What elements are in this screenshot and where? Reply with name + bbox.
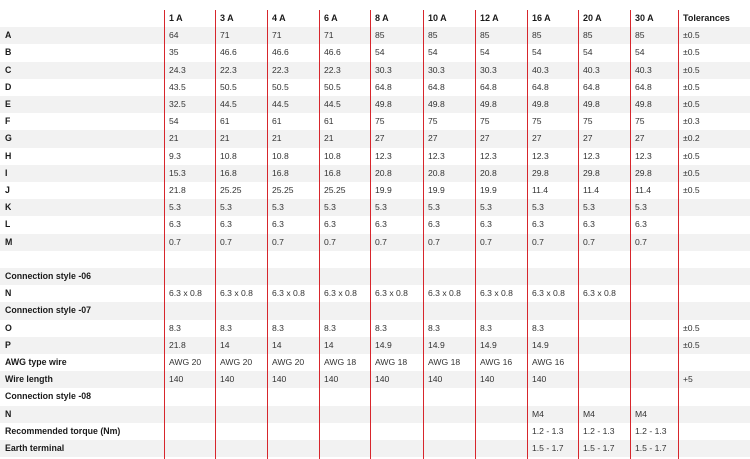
table-cell: 54 bbox=[532, 47, 542, 58]
table-cell: AWG 20 bbox=[220, 357, 253, 367]
column-divider bbox=[578, 10, 579, 459]
table-cell: 54 bbox=[635, 47, 645, 58]
table-row bbox=[0, 44, 750, 61]
table-cell: 8.3 bbox=[480, 322, 492, 333]
table-cell: 9.3 bbox=[169, 150, 181, 161]
table-cell: 71 bbox=[272, 30, 282, 41]
table-cell: 49.8 bbox=[532, 99, 549, 109]
table-row bbox=[0, 130, 750, 147]
row-label: C bbox=[5, 64, 12, 75]
table-cell: 25.25 bbox=[272, 185, 294, 195]
table-row bbox=[0, 268, 750, 285]
table-cell: 71 bbox=[324, 30, 334, 41]
table-row bbox=[0, 165, 750, 182]
table-cell: 64.8 bbox=[375, 81, 392, 92]
table-cell: 75 bbox=[532, 116, 542, 127]
column-divider bbox=[319, 10, 320, 459]
table-cell: 8.3 bbox=[272, 322, 284, 333]
table-cell: 20.8 bbox=[375, 167, 392, 178]
row-label: I bbox=[5, 167, 8, 178]
table-cell: 6.3 x 0.8 bbox=[220, 288, 253, 299]
table-cell: 49.8 bbox=[428, 99, 445, 109]
table-cell: 46.6 bbox=[324, 47, 341, 58]
column-divider bbox=[678, 10, 679, 459]
table-cell: 64.8 bbox=[583, 81, 600, 92]
table-row bbox=[0, 199, 750, 216]
row-label: O bbox=[5, 322, 12, 333]
row-label: Connection style -06 bbox=[5, 271, 92, 281]
table-row bbox=[0, 285, 750, 302]
row-label: AWG type wire bbox=[5, 357, 67, 367]
table-cell: 49.8 bbox=[480, 99, 497, 109]
column-divider bbox=[370, 10, 371, 459]
table-cell: 5.3 bbox=[169, 202, 181, 213]
row-label: B bbox=[5, 47, 12, 58]
table-cell: 22.3 bbox=[324, 64, 341, 75]
table-cell: 10.8 bbox=[220, 150, 237, 161]
table-cell: +5 bbox=[683, 374, 693, 385]
table-cell: 140 bbox=[480, 374, 495, 385]
table-cell: ±0.5 bbox=[683, 81, 700, 92]
table-cell: ±0.5 bbox=[683, 339, 700, 350]
table-cell: 85 bbox=[428, 30, 438, 41]
table-cell: 5.3 bbox=[375, 202, 387, 213]
table-cell: 14 bbox=[272, 339, 282, 350]
table-row bbox=[0, 113, 750, 130]
table-cell: 75 bbox=[635, 116, 645, 127]
row-label: Earth terminal bbox=[5, 443, 65, 453]
table-cell: 6.3 x 0.8 bbox=[480, 288, 513, 299]
column-header: 12 A bbox=[480, 13, 499, 23]
row-label: K bbox=[5, 202, 12, 213]
table-cell: 61 bbox=[324, 116, 334, 127]
table-cell: 0.7 bbox=[169, 236, 181, 247]
table-cell: 25.25 bbox=[220, 185, 242, 195]
table-row bbox=[0, 320, 750, 337]
table-cell: 0.7 bbox=[220, 236, 232, 247]
table-cell: 140 bbox=[532, 374, 547, 385]
table-cell: 11.4 bbox=[635, 185, 652, 195]
column-header: Tolerances bbox=[683, 13, 730, 23]
table-cell: 140 bbox=[375, 374, 390, 385]
table-cell: 50.5 bbox=[272, 81, 289, 92]
table-cell: 140 bbox=[220, 374, 235, 385]
table-cell: AWG 20 bbox=[272, 357, 305, 367]
table-cell: 85 bbox=[375, 30, 385, 41]
table-cell: 8.3 bbox=[169, 322, 181, 333]
table-cell: 29.8 bbox=[532, 167, 549, 178]
table-cell: 8.3 bbox=[375, 322, 387, 333]
column-header: 1 A bbox=[169, 13, 183, 23]
table-cell: 6.3 bbox=[635, 219, 647, 230]
table-cell: 6.3 bbox=[272, 219, 284, 230]
table-cell: 32.5 bbox=[169, 99, 186, 109]
row-label: M bbox=[5, 236, 13, 247]
table-cell: 64.8 bbox=[480, 81, 497, 92]
table-cell: 140 bbox=[428, 374, 443, 385]
table-cell: 6.3 bbox=[583, 219, 595, 230]
table-cell: 44.5 bbox=[324, 99, 341, 109]
table-cell: 40.3 bbox=[532, 64, 549, 75]
table-row bbox=[0, 302, 750, 319]
table-cell: 1.2 - 1.3 bbox=[635, 425, 667, 436]
table-cell: 16.8 bbox=[324, 167, 341, 178]
table-cell: 30.3 bbox=[480, 64, 497, 75]
column-divider bbox=[475, 10, 476, 459]
table-cell: 0.7 bbox=[324, 236, 336, 247]
row-label: Recommended torque (Nm) bbox=[5, 425, 121, 436]
table-row bbox=[0, 79, 750, 96]
table-cell: 85 bbox=[480, 30, 490, 41]
table-row bbox=[0, 62, 750, 79]
table-cell: 27 bbox=[480, 133, 490, 144]
row-label: L bbox=[5, 219, 11, 230]
table-cell: 54 bbox=[169, 116, 179, 127]
table-row bbox=[0, 182, 750, 199]
table-cell: 46.6 bbox=[220, 47, 237, 58]
table-cell: 54 bbox=[428, 47, 438, 58]
table-cell: 50.5 bbox=[324, 81, 341, 92]
table-cell: 25.25 bbox=[324, 185, 346, 195]
row-label: N bbox=[5, 408, 12, 419]
table-cell: 0.7 bbox=[583, 236, 595, 247]
table-cell: 54 bbox=[480, 47, 490, 58]
table-row bbox=[0, 371, 750, 388]
table-cell: 12.3 bbox=[635, 150, 652, 161]
table-cell: 0.7 bbox=[428, 236, 440, 247]
table-cell: ±0.5 bbox=[683, 47, 700, 58]
table-cell: 5.3 bbox=[583, 202, 595, 213]
table-cell: 49.8 bbox=[635, 99, 652, 109]
row-label: G bbox=[5, 133, 12, 144]
table-cell: ±0.5 bbox=[683, 167, 700, 178]
table-cell: 75 bbox=[480, 116, 490, 127]
table-cell: 6.3 x 0.8 bbox=[324, 288, 357, 299]
row-label: P bbox=[5, 339, 11, 350]
row-label: E bbox=[5, 99, 11, 109]
table-cell: 12.3 bbox=[532, 150, 549, 161]
table-cell: 1.5 - 1.7 bbox=[583, 443, 615, 453]
table-row bbox=[0, 440, 750, 457]
table-cell: 140 bbox=[272, 374, 287, 385]
row-label: D bbox=[5, 81, 12, 92]
column-header: 8 A bbox=[375, 13, 389, 23]
table-cell: 6.3 x 0.8 bbox=[532, 288, 565, 299]
table-cell: 6.3 bbox=[480, 219, 492, 230]
column-divider bbox=[215, 10, 216, 459]
table-row bbox=[0, 148, 750, 165]
table-cell: 12.3 bbox=[375, 150, 392, 161]
table-cell: 46.6 bbox=[272, 47, 289, 58]
table-cell: AWG 20 bbox=[169, 357, 202, 367]
table-cell: 6.3 bbox=[428, 219, 440, 230]
table-cell: ±0.5 bbox=[683, 322, 700, 333]
table-cell: 6.3 bbox=[532, 219, 544, 230]
table-cell: 27 bbox=[428, 133, 438, 144]
table-cell: 44.5 bbox=[220, 99, 237, 109]
table-cell: 5.3 bbox=[324, 202, 336, 213]
table-cell: 44.5 bbox=[272, 99, 289, 109]
table-cell: 50.5 bbox=[220, 81, 237, 92]
table-cell: 61 bbox=[220, 116, 230, 127]
table-cell: 0.7 bbox=[532, 236, 544, 247]
table-cell: ±0.2 bbox=[683, 133, 700, 144]
table-cell: 16.8 bbox=[220, 167, 237, 178]
column-header: 20 A bbox=[583, 13, 602, 23]
column-header: 6 A bbox=[324, 13, 338, 23]
row-label: H bbox=[5, 150, 12, 161]
table-cell: ±0.3 bbox=[683, 116, 700, 127]
table-cell: 16.8 bbox=[272, 167, 289, 178]
table-cell: ±0.5 bbox=[683, 99, 700, 109]
table-cell: 49.8 bbox=[375, 99, 392, 109]
table-cell: 22.3 bbox=[272, 64, 289, 75]
table-cell: 64.8 bbox=[428, 81, 445, 92]
table-cell: 21 bbox=[324, 133, 334, 144]
table-row bbox=[0, 27, 750, 44]
table-row bbox=[0, 234, 750, 251]
table-cell: 61 bbox=[272, 116, 282, 127]
table-cell: 54 bbox=[583, 47, 593, 58]
row-label: Wire length bbox=[5, 374, 53, 385]
row-label: A bbox=[5, 30, 12, 41]
table-cell: 40.3 bbox=[635, 64, 652, 75]
table-cell: 6.3 bbox=[169, 219, 181, 230]
table-cell: 5.3 bbox=[220, 202, 232, 213]
table-cell: 5.3 bbox=[480, 202, 492, 213]
table-cell: ±0.5 bbox=[683, 30, 700, 41]
table-cell: 10.8 bbox=[272, 150, 289, 161]
table-cell: 75 bbox=[428, 116, 438, 127]
table-cell: M4 bbox=[532, 408, 544, 419]
table-cell: 27 bbox=[583, 133, 593, 144]
table-cell: 64.8 bbox=[635, 81, 652, 92]
row-label: F bbox=[5, 116, 11, 127]
table-cell: 19.9 bbox=[428, 185, 445, 195]
table-cell: 54 bbox=[375, 47, 385, 58]
table-header-row bbox=[0, 10, 750, 27]
table-cell: 11.4 bbox=[583, 185, 600, 195]
table-cell: 21.8 bbox=[169, 339, 186, 350]
table-cell: 49.8 bbox=[583, 99, 600, 109]
table-cell: AWG 18 bbox=[375, 357, 408, 367]
table-cell: 20.8 bbox=[480, 167, 497, 178]
table-row bbox=[0, 406, 750, 423]
table-cell: 6.3 x 0.8 bbox=[169, 288, 202, 299]
table-cell: 6.3 x 0.8 bbox=[375, 288, 408, 299]
table-cell: 43.5 bbox=[169, 81, 186, 92]
table-cell: ±0.5 bbox=[683, 64, 700, 75]
row-label: N bbox=[5, 288, 12, 299]
table-cell: 21 bbox=[220, 133, 230, 144]
table-cell: 30.3 bbox=[375, 64, 392, 75]
table-cell: AWG 16 bbox=[532, 357, 565, 367]
table-cell: 6.3 bbox=[324, 219, 336, 230]
table-cell: 12.3 bbox=[428, 150, 445, 161]
table-cell: 14 bbox=[220, 339, 230, 350]
table-cell: 5.3 bbox=[532, 202, 544, 213]
table-cell: 85 bbox=[635, 30, 645, 41]
column-divider bbox=[267, 10, 268, 459]
table-cell: 20.8 bbox=[428, 167, 445, 178]
table-cell: 5.3 bbox=[272, 202, 284, 213]
table-row bbox=[0, 423, 750, 440]
table-cell: 14 bbox=[324, 339, 334, 350]
table-cell: 12.3 bbox=[480, 150, 497, 161]
table-cell: 12.3 bbox=[583, 150, 600, 161]
table-cell: 140 bbox=[324, 374, 339, 385]
table-row bbox=[0, 337, 750, 354]
table-cell: 1.2 - 1.3 bbox=[532, 425, 564, 436]
table-cell: 24.3 bbox=[169, 64, 186, 75]
row-label: Connection style -07 bbox=[5, 305, 92, 316]
table-cell: 1.5 - 1.7 bbox=[532, 443, 564, 453]
table-cell: AWG 18 bbox=[324, 357, 357, 367]
column-header: 10 A bbox=[428, 13, 447, 23]
table-cell: 6.3 x 0.8 bbox=[583, 288, 616, 299]
table-cell: 0.7 bbox=[635, 236, 647, 247]
table-cell: 8.3 bbox=[220, 322, 232, 333]
table-cell: 21.8 bbox=[169, 185, 186, 195]
row-label: J bbox=[5, 185, 10, 195]
table-cell: 64 bbox=[169, 30, 179, 41]
table-cell: 29.8 bbox=[635, 167, 652, 178]
table-cell: 1.5 - 1.7 bbox=[635, 443, 667, 453]
table-cell: 14.9 bbox=[375, 339, 392, 350]
table-cell: 30.3 bbox=[428, 64, 445, 75]
row-label: Connection style -08 bbox=[5, 391, 92, 402]
table-cell: 10.8 bbox=[324, 150, 341, 161]
table-cell: 27 bbox=[635, 133, 645, 144]
table-cell: M4 bbox=[635, 408, 647, 419]
table-cell: 6.3 bbox=[220, 219, 232, 230]
table-cell: 0.7 bbox=[375, 236, 387, 247]
table-cell: 75 bbox=[375, 116, 385, 127]
table-cell: 22.3 bbox=[220, 64, 237, 75]
table-cell: M4 bbox=[583, 408, 595, 419]
column-divider bbox=[527, 10, 528, 459]
table-row bbox=[0, 251, 750, 268]
table-cell: 15.3 bbox=[169, 167, 186, 178]
column-header: 16 A bbox=[532, 13, 551, 23]
table-cell: 14.9 bbox=[532, 339, 549, 350]
table-cell: 19.9 bbox=[375, 185, 392, 195]
table-cell: 40.3 bbox=[583, 64, 600, 75]
table-cell: 1.2 - 1.3 bbox=[583, 425, 615, 436]
table-cell: ±0.5 bbox=[683, 185, 700, 195]
table-cell: 85 bbox=[583, 30, 593, 41]
column-header: 4 A bbox=[272, 13, 286, 23]
table-cell: 6.3 x 0.8 bbox=[272, 288, 305, 299]
table-cell: 8.3 bbox=[428, 322, 440, 333]
table-row bbox=[0, 216, 750, 233]
column-divider bbox=[630, 10, 631, 459]
table-cell: 64.8 bbox=[532, 81, 549, 92]
table-cell: 140 bbox=[169, 374, 184, 385]
column-header: 3 A bbox=[220, 13, 234, 23]
column-divider bbox=[423, 10, 424, 459]
table-cell: 8.3 bbox=[532, 322, 544, 333]
table-cell: 21 bbox=[272, 133, 282, 144]
table-cell: 27 bbox=[375, 133, 385, 144]
table-row bbox=[0, 354, 750, 371]
table-cell: 6.3 bbox=[375, 219, 387, 230]
table-cell: AWG 16 bbox=[480, 357, 513, 367]
table-cell: 27 bbox=[532, 133, 542, 144]
table-cell: 29.8 bbox=[583, 167, 600, 178]
table-cell: 0.7 bbox=[272, 236, 284, 247]
table-row bbox=[0, 388, 750, 405]
table-cell: 14.9 bbox=[428, 339, 445, 350]
column-header: 30 A bbox=[635, 13, 654, 23]
table-cell: 0.7 bbox=[480, 236, 492, 247]
table-cell: ±0.5 bbox=[683, 150, 700, 161]
table-cell: 11.4 bbox=[532, 185, 549, 195]
table-cell: 75 bbox=[583, 116, 593, 127]
table-cell: 14.9 bbox=[480, 339, 497, 350]
table-cell: 85 bbox=[532, 30, 542, 41]
table-cell: 21 bbox=[169, 133, 179, 144]
table-cell: 19.9 bbox=[480, 185, 497, 195]
table-cell: 5.3 bbox=[428, 202, 440, 213]
column-divider bbox=[164, 10, 165, 459]
table-cell: AWG 18 bbox=[428, 357, 461, 367]
table-cell: 6.3 x 0.8 bbox=[428, 288, 461, 299]
table-row bbox=[0, 96, 750, 113]
table-cell: 5.3 bbox=[635, 202, 647, 213]
table-cell: 71 bbox=[220, 30, 230, 41]
table-cell: 35 bbox=[169, 47, 179, 58]
table-cell: 8.3 bbox=[324, 322, 336, 333]
